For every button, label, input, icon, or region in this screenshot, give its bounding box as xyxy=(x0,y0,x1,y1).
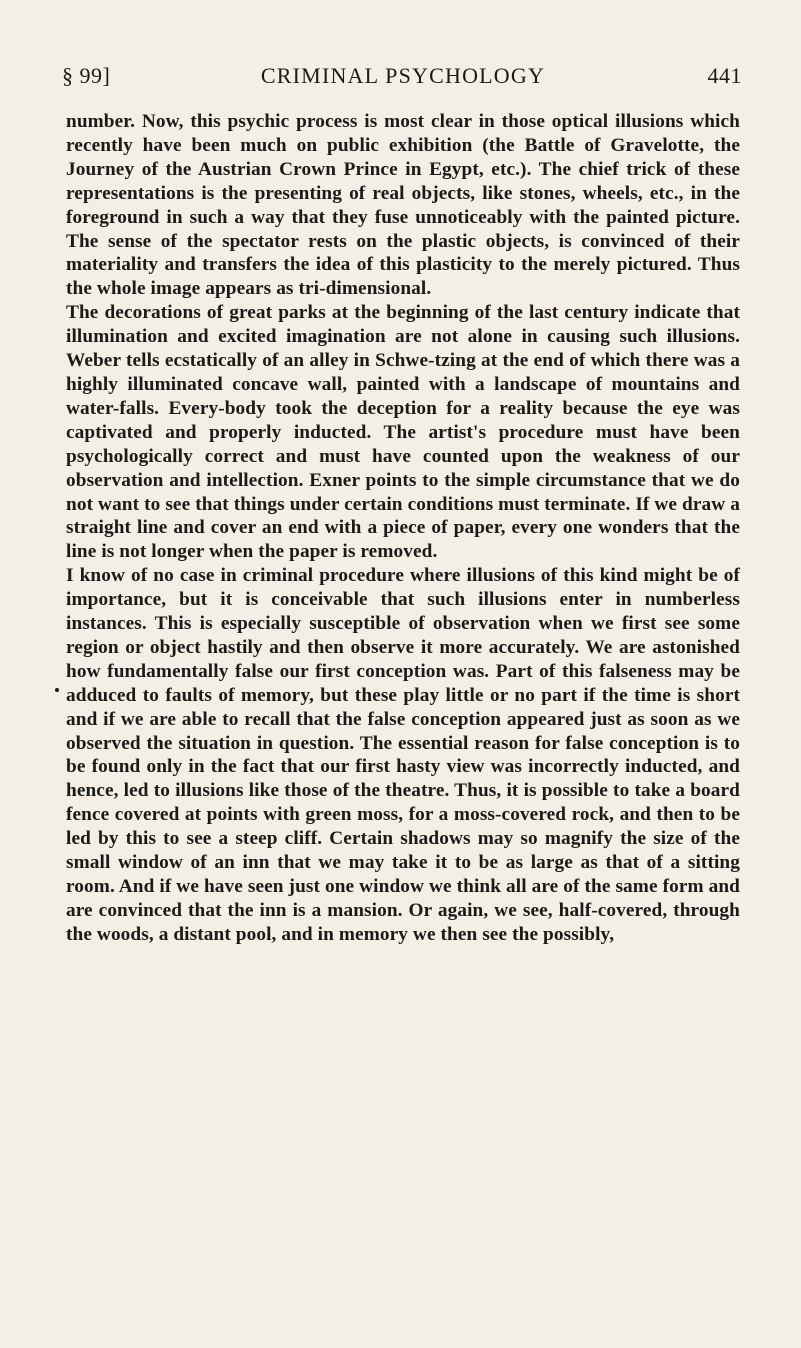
margin-dot xyxy=(55,688,59,692)
page-number: 441 xyxy=(707,63,742,88)
paragraph: I know of no case in criminal procedure where illusions of this kind might be of importance, but it is conceivable that such illusions enter in numberless instances. This is especially susceptible of observation when we first see some region or object hastily and then observe it more accurately. We are astonished how fundamentally false our first conception was. Part of this falseness may be adduced to faults of memory, but these play little or no part if the time is short and if we are able to recall that the false conception appeared just as soon as we observed the situation in question. The essential reason for false conception is to be found only in the fact that our first hasty view was incorrectly inducted, and hence, led to illusions like those of the theatre. Thus, it is possible to take a board fence covered at points with green moss, for a moss-covered rock, and then to be led by this to see a steep cliff. Certain shadows may so magnify the size of the small window of an inn that we may take it to be as large as that of a sitting room. And if we have seen just one window we think all are of the same form and are convinced that the inn is a mansion. Or again, we see, half-covered, through the woods, a distant pool, and in memory we then see the possibly, xyxy=(66,565,740,945)
running-head xyxy=(62,60,742,92)
paragraph: The decorations of great parks at the beginning of the last century indicate that illumination and excited imagination are not alone in causing such illusions. Weber tells ecstatically of an alley in Schwe-tzing at the end of which there was a highly illuminated concave wall, painted with a landscape of mountains and water-falls. Every-body took the deception for a reality because the eye was captivated and properly inducted. The artist's procedure must have been psychologically correct and must have counted upon the weakness of our observation and intellection. Exner points to the simple circumstance that we do not want to see that things under certain conditions must terminate. If we draw a straight line and cover an end with a piece of paper, every one wonders that the line is not longer when the paper is removed. xyxy=(66,302,740,563)
running-title: CRIMINAL PSYCHOLOGY xyxy=(260,63,546,88)
section-number: § 99] xyxy=(62,63,111,88)
paragraph: number. Now, this psychic process is most clear in those optical illusions which recently have been much on public exhibition (the Battle of Gravelotte, the Journey of the Austrian Crown Prince in Egypt, etc.). The chief trick of these representations is the presenting of real objects, like stones, wheels, etc., in the foreground in such a way that they fuse unnoticeably with the painted picture. The sense of the spectator rests on the plastic objects, is convinced of their materiality and transfers the idea of this plasticity to the merely pictured. Thus the whole image appears as tri-dimensional. xyxy=(66,111,740,300)
body-text xyxy=(66,110,740,947)
book-page xyxy=(62,60,742,947)
